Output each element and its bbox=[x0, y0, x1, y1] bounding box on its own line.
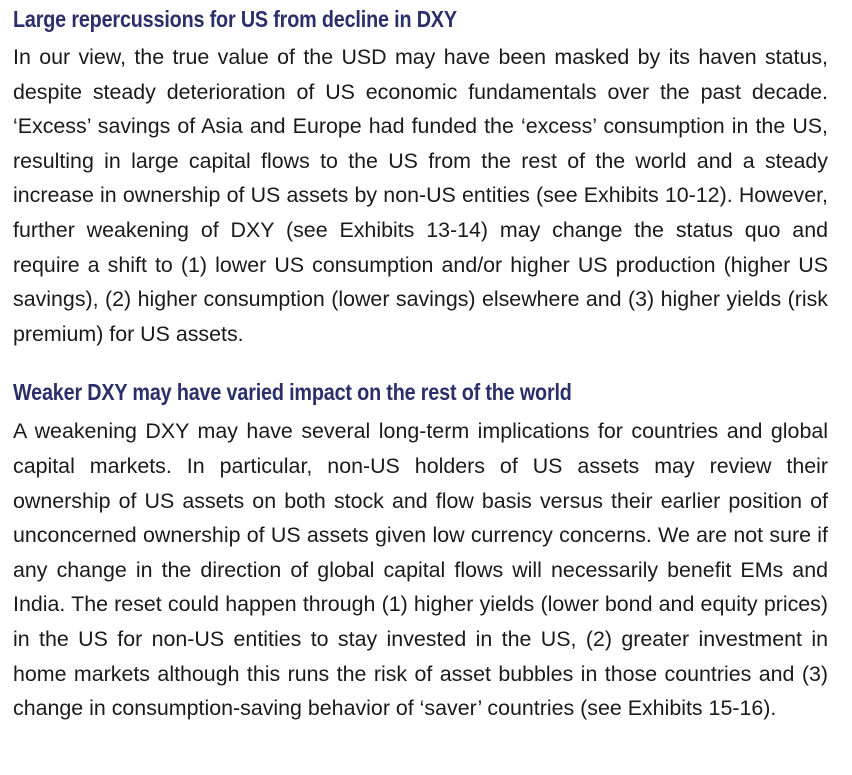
section-dxy-decline bbox=[13, 4, 828, 351]
section-heading: Large repercussions for US from decline in DXY bbox=[13, 6, 457, 32]
section-weaker-dxy-impact bbox=[13, 377, 828, 725]
section-heading: Weaker DXY may have varied impact on the rest of the world bbox=[13, 379, 572, 406]
document-body bbox=[13, 4, 828, 726]
section-paragraph: A weakening DXY may have several long-term implications for countries and global capital markets. In particular, non-US holders of US assets may review their ownership of US assets on both stock and flow basis versus their earlier position of unconcerned ownership of US assets given low currency concerns. We are not sure if any change in the direction of global capital flows will necessarily benefit EMs and India. The reset could happen through (1) higher yields (lower bond and equity prices) in the US for non-US entities to stay invested in the US, (2) greater investment in home markets although this runs the risk of asset bubbles in those countries and (3) change in consumption-saving behavior of ‘saver’ countries (see Exhibits 15-16). bbox=[13, 419, 828, 721]
section-paragraph: In our view, the true value of the USD may have been masked by its haven status, despite steady deterioration of US economic fundamentals over the past decade. ‘Excess’ savings of Asia and Europe had funded the ‘excess’ consumption in the US, resulting in large capital flows to the US from the rest of the world and a steady increase in ownership of US assets by non-US entities (see Exhibits 10-12). However, further weakening of DXY (see Exhibits 13-14) may change the status quo and require a shift to (1) lower US consumption and/or higher US production (higher US savings), (2) higher consumption (lower savings) elsewhere and (3) higher yields (risk premium) for US assets. bbox=[13, 45, 828, 346]
